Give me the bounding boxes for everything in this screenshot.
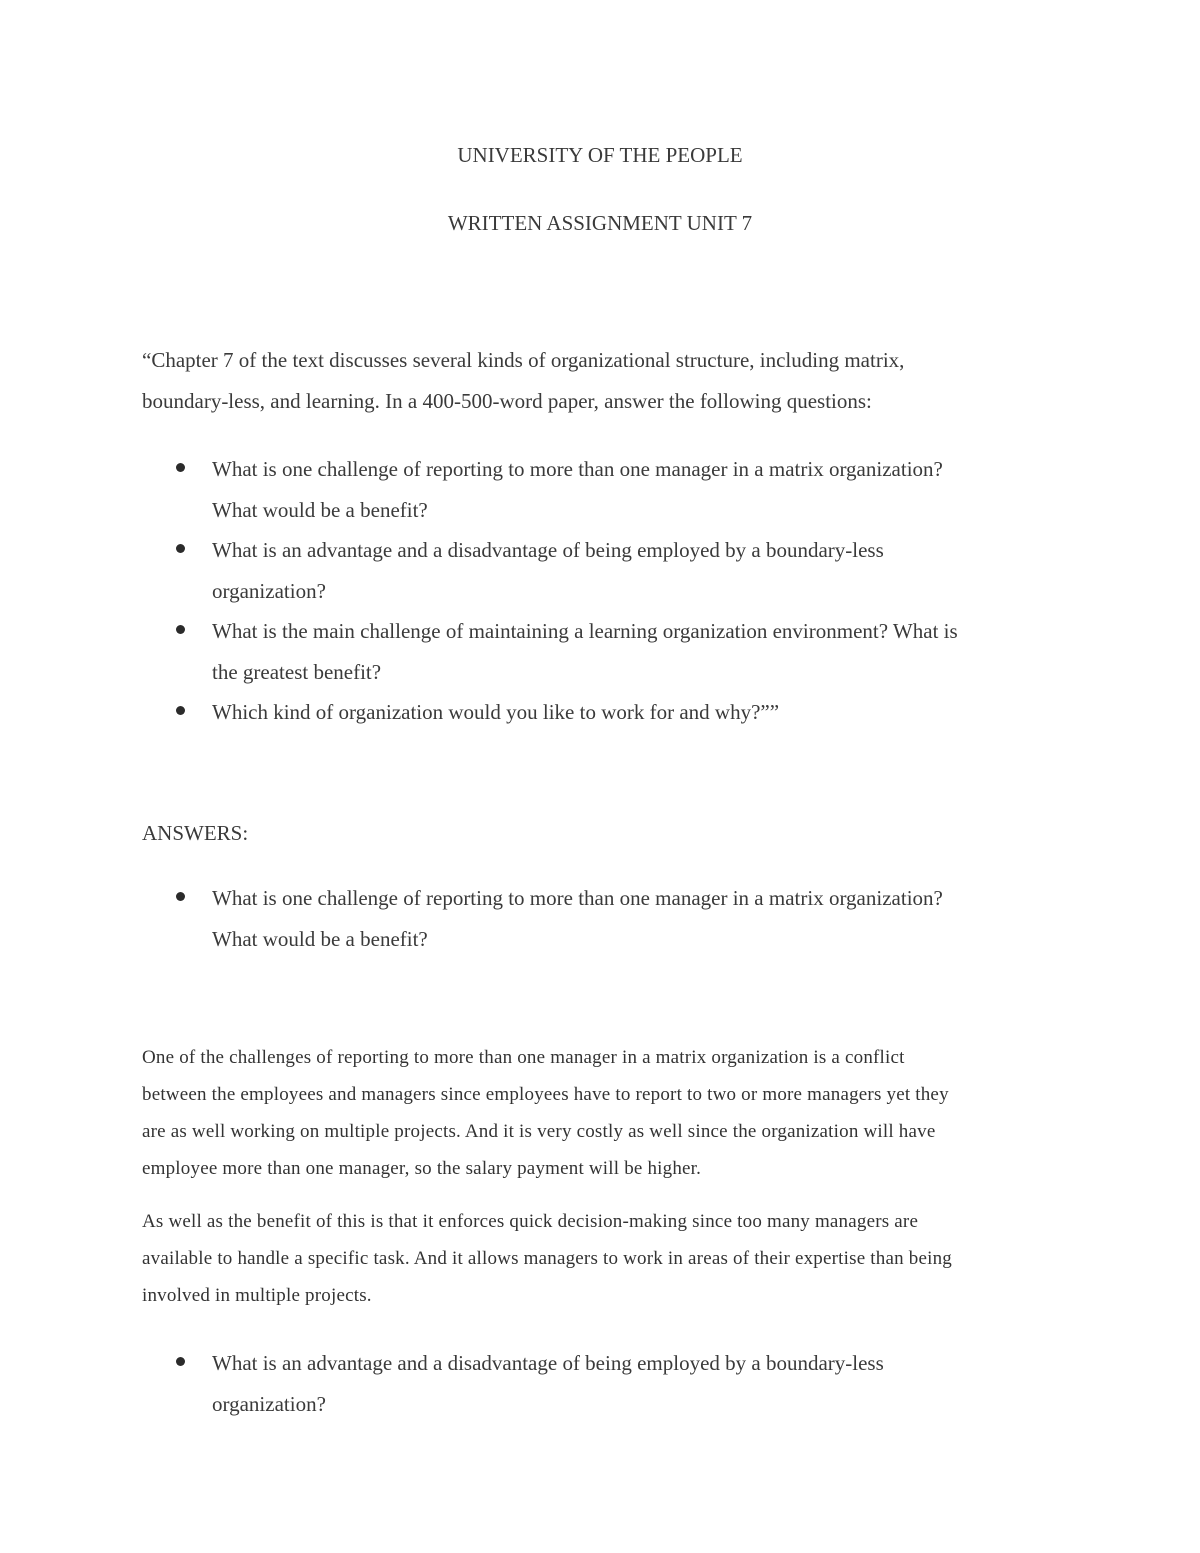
answer-paragraph-2-line-3: involved in multiple projects. <box>142 1285 372 1306</box>
answer-paragraph-1-line-1: One of the challenges of reporting to more than one manager in a matrix organization is a conflict <box>142 1047 905 1068</box>
answer-paragraph-1-line-2: between the employees and managers since employees have to report to two or more managers yet they <box>142 1084 949 1105</box>
answer-question-1-line-2: What would be a benefit? <box>212 927 428 951</box>
answer-paragraph-1-line-4: employee more than one manager, so the salary payment will be higher. <box>142 1158 702 1179</box>
answers-heading: ANSWERS: <box>142 821 249 845</box>
bullet-icon <box>176 892 185 901</box>
university-title: UNIVERSITY OF THE PEOPLE <box>457 143 743 167</box>
question-2-line-1: What is an advantage and a disadvantage of being employed by a boundary-less <box>212 538 884 562</box>
question-4-line-1: Which kind of organization would you like to work for and why?”” <box>212 700 780 724</box>
prompt-line-1: “Chapter 7 of the text discusses several kinds of organizational structure, including matrix, <box>142 348 905 372</box>
answer-paragraph-2-line-2: available to handle a specific task. And it allows managers to work in areas of their expertise than being <box>142 1248 952 1269</box>
question-3-line-2: the greatest benefit? <box>212 660 382 684</box>
assignment-title: WRITTEN ASSIGNMENT UNIT 7 <box>447 211 753 235</box>
prompt-line-2: boundary-less, and learning. In a 400-500-word paper, answer the following questions: <box>142 389 872 413</box>
bullet-icon <box>176 544 185 553</box>
bullet-icon <box>176 706 185 715</box>
question-2-line-2: organization? <box>212 579 326 603</box>
question-1-line-1: What is one challenge of reporting to more than one manager in a matrix organization? <box>212 457 943 481</box>
bullet-icon <box>176 625 185 634</box>
answer-question-1-line-1: What is one challenge of reporting to more than one manager in a matrix organization? <box>212 886 943 910</box>
answer-paragraph-1-line-3: are as well working on multiple projects. And it is very costly as well since the organization will have <box>142 1121 936 1142</box>
answer-question-2-line-2: organization? <box>212 1392 326 1416</box>
question-1-line-2: What would be a benefit? <box>212 498 428 522</box>
bullet-icon <box>176 463 185 472</box>
bullet-icon <box>176 1357 185 1366</box>
answer-paragraph-2-line-1: As well as the benefit of this is that it enforces quick decision-making since too many managers are <box>142 1211 919 1232</box>
question-3-line-1: What is the main challenge of maintaining a learning organization environment? What is <box>212 619 958 643</box>
answer-question-2-line-1: What is an advantage and a disadvantage of being employed by a boundary-less <box>212 1351 884 1375</box>
